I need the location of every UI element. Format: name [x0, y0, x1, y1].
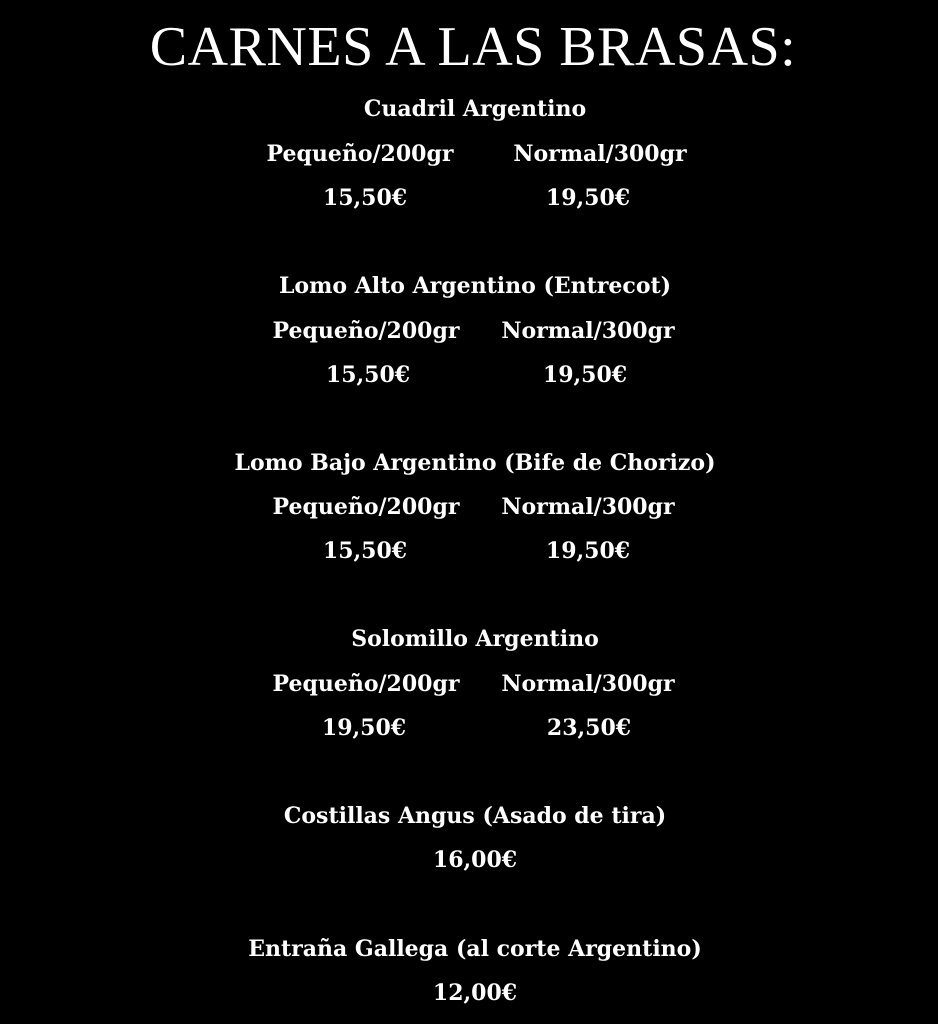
size-label-normal: Normal/300gr [501, 671, 675, 697]
size-label-small: Pequeño/200gr [272, 318, 460, 344]
page-title: CARNES A LAS BRASAS: [149, 16, 797, 78]
price-normal: 19,50€ [545, 538, 631, 564]
menu-item-name: Solomillo Argentino [351, 626, 599, 652]
price-normal: 23,50€ [546, 715, 632, 741]
price-small: 15,50€ [322, 538, 408, 564]
size-label-small: Pequeño/200gr [272, 494, 460, 520]
price: 12,00€ [432, 980, 518, 1006]
price-normal: 19,50€ [542, 362, 628, 388]
price-normal: 19,50€ [545, 185, 631, 211]
size-label-normal: Normal/300gr [501, 318, 675, 344]
size-label-small: Pequeño/200gr [266, 141, 454, 167]
price: 16,00€ [432, 847, 518, 873]
menu-item-name: Cuadril Argentino [363, 96, 587, 122]
menu-item-name: Entraña Gallega (al corte Argentino) [248, 936, 702, 962]
size-label-normal: Normal/300gr [501, 494, 675, 520]
menu-item-name: Costillas Angus (Asado de tira) [283, 803, 667, 829]
size-label-normal: Normal/300gr [513, 141, 687, 167]
price-small: 15,50€ [322, 185, 408, 211]
price-small: 19,50€ [321, 715, 407, 741]
menu-item-name: Lomo Alto Argentino (Entrecot) [278, 273, 672, 299]
price-small: 15,50€ [325, 362, 411, 388]
menu-item-name: Lomo Bajo Argentino (Bife de Chorizo) [234, 450, 716, 476]
size-label-small: Pequeño/200gr [272, 671, 460, 697]
